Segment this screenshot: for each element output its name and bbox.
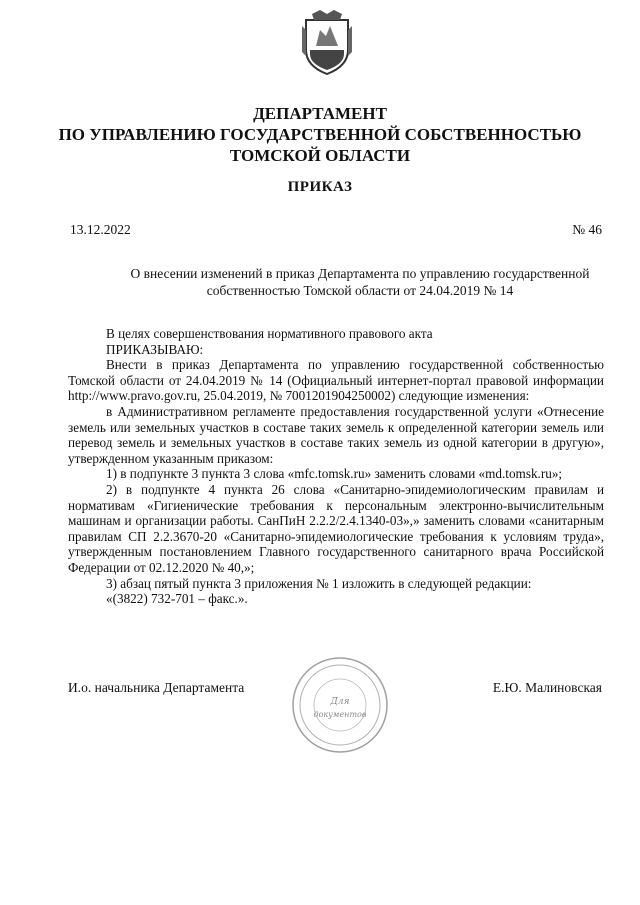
header-line-3: ТОМСКОЙ ОБЛАСТИ (229, 146, 411, 165)
body-paragraph: в Административном регламенте предоставления государственной услуги «Отнесение земель или земельных участков в составе таких земель к определенной категории земель или перевод земель и земельных участков в составе таких земель из одной категории в другую», утвержденном указанным приказом: (68, 403, 604, 466)
department-header (40, 103, 600, 166)
body-paragraph: ПРИКАЗЫВАЮ: (106, 341, 204, 357)
signatory-name: Е.Ю. Малиновская (492, 680, 602, 695)
order-title: ПРИКАЗ (287, 179, 353, 195)
order-number: № 46 (572, 222, 602, 237)
body-paragraph: 2) в подпункте 4 пункта 26 слова «Санитарно-эпидемиологическим правилам и нормативам «Гигиенические требования к персональным электронно-вычислительным машинам и организации работы. СанПиН 2.2.2/2.4.1340-03»,» заменить словами «санитарным правилам СП 2.2.3670-20 «Санитарно-эпидемиологические требования к условиям труда», утвержденным постановлением Главного государственного санитарного врача Российской Федерации от 02.12.2020 № 40,»; (68, 481, 604, 575)
order-date: 13.12.2022 (70, 222, 131, 237)
coat-of-arms-icon (300, 6, 354, 76)
body-paragraph: «(3822) 732-701 – факс.». (106, 591, 248, 607)
header-line-2: ПО УПРАВЛЕНИЮ ГОСУДАРСТВЕННОЙ СОБСТВЕННОСТЬЮ (58, 125, 582, 144)
body-paragraph: 1) в подпункте 3 пункта 3 слова «mfc.tomsk.ru» заменить словами «md.tomsk.ru»; (106, 466, 563, 482)
subject-line-1: О внесении изменений в приказ Департамента по управлению государственной (130, 266, 590, 281)
order-body (68, 326, 604, 607)
body-paragraph: 3) абзац пятый пункта 3 приложения № 1 изложить в следующей редакции: (106, 575, 532, 591)
signatory-position: И.о. начальника Департамента (68, 680, 245, 695)
order-subject (110, 265, 610, 299)
svg-text:Для: Для (330, 697, 350, 707)
stamp-icon (290, 655, 390, 755)
body-paragraph: В целях совершенствования нормативного правового акта (106, 326, 433, 341)
header-line-1: ДЕПАРТАМЕНТ (253, 104, 387, 123)
svg-text:документов: документов (313, 710, 367, 719)
subject-line-2: собственностью Томской области от 24.04.2019 № 14 (206, 283, 514, 298)
body-paragraph: Внести в приказ Департамента по управлению государственной собственностью Томской области от 24.04.2019 № 14 (Официальный интернет-портал правовой информации http://www.pravo.gov.ru, 25.04.2019, № 7001201904250002) следующие изменения: (68, 357, 604, 404)
